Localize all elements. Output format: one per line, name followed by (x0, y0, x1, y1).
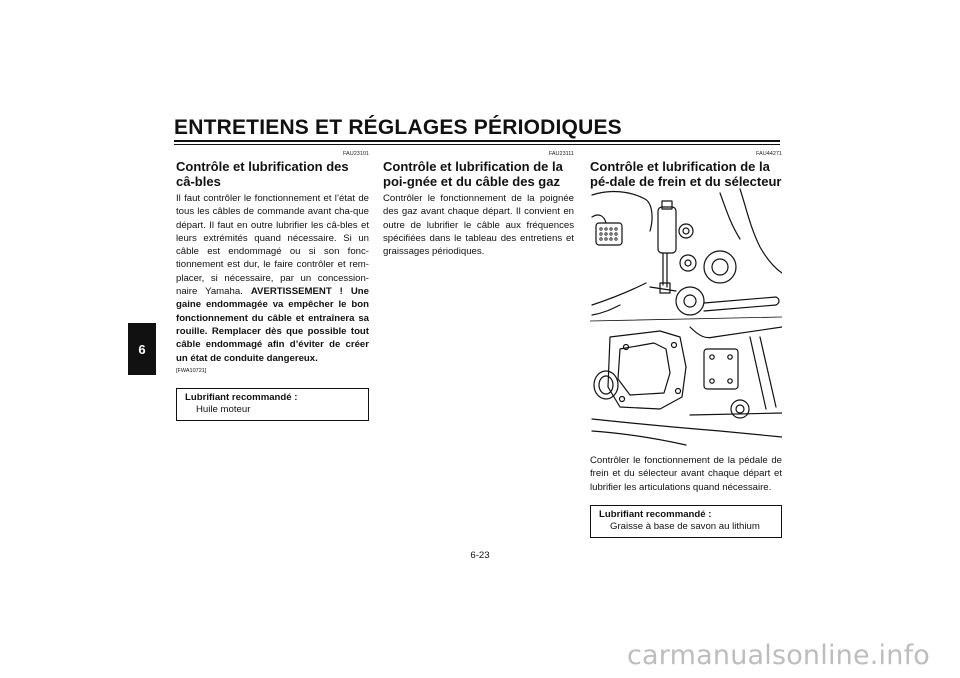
title-rule-thin (174, 144, 780, 145)
section-title: Contrôle et lubrification de la pé-dale de frein et du sélecteur (590, 159, 782, 189)
lubricant-box (590, 505, 782, 538)
lubricant-label: Lubrifiant recommandé : (599, 508, 712, 520)
section-code: FAU23101 (343, 151, 369, 157)
section-title: Contrôle et lubrification de la poi-gnée et du câble des gaz (383, 159, 563, 189)
body-text: Il faut contrôler le fonctionnement et l’état de tous les câbles de commande avant cha-que départ. Il faut en outre lubrifier les câ-bles et leurs extrémités quand nécessaire. Si un câble est endommagé ou si son fonc-tionnement est dur, le faire contrôler et rem-placer, si nécessaire, par un concession-naire Yamaha. (176, 193, 369, 298)
warning-text: AVERTISSEMENT ! Une gaine endommagée va empêcher le bon fonctionnement du câble et entraînera sa rouille. Remplacer dès que possible tout câble endommagé afin d’éviter de créer un état de conduite dangereux. (176, 286, 369, 364)
warning-code: [FWA10721] (176, 367, 207, 374)
section-pedals-text (590, 454, 782, 538)
section-body: Contrôler le fonctionnement de la pédale de frein et du sélecteur avant chaque départ et lubrifier les articulations quand nécessaire. (590, 455, 782, 493)
chapter-number: 6 (138, 341, 146, 357)
lubricant-box (176, 388, 369, 421)
page-title: ENTRETIENS ET RÉGLAGES PÉRIODIQUES (174, 116, 622, 139)
section-title: Contrôle et lubrification des câ-bles (176, 159, 349, 189)
section-code: FAU44271 (756, 151, 782, 157)
lubricant-label: Lubrifiant recommandé : (185, 391, 298, 403)
section-pedals (590, 151, 782, 192)
watermark: carmanualsonline.info (627, 640, 930, 671)
pedal-illustration (590, 187, 782, 446)
page-number: 6-23 (470, 550, 490, 561)
title-rule (174, 140, 780, 142)
chapter-tab (128, 323, 156, 375)
brake-shift-pedal-diagram (590, 187, 782, 446)
section-cables (176, 151, 369, 421)
section-body: Contrôler le fonctionnement de la poignée des gaz avant chaque départ. Il convient en outre de lubrifier le câble aux fréquences spécifiées dans le tableau des entretiens et graissages périodiques. (383, 193, 574, 258)
section-body (176, 192, 369, 365)
lubricant-value: Huile moteur (196, 403, 251, 415)
lubricant-value: Graisse à base de savon au lithium (610, 520, 760, 532)
section-code: FAU23111 (548, 151, 574, 157)
section-throttle (383, 151, 574, 258)
